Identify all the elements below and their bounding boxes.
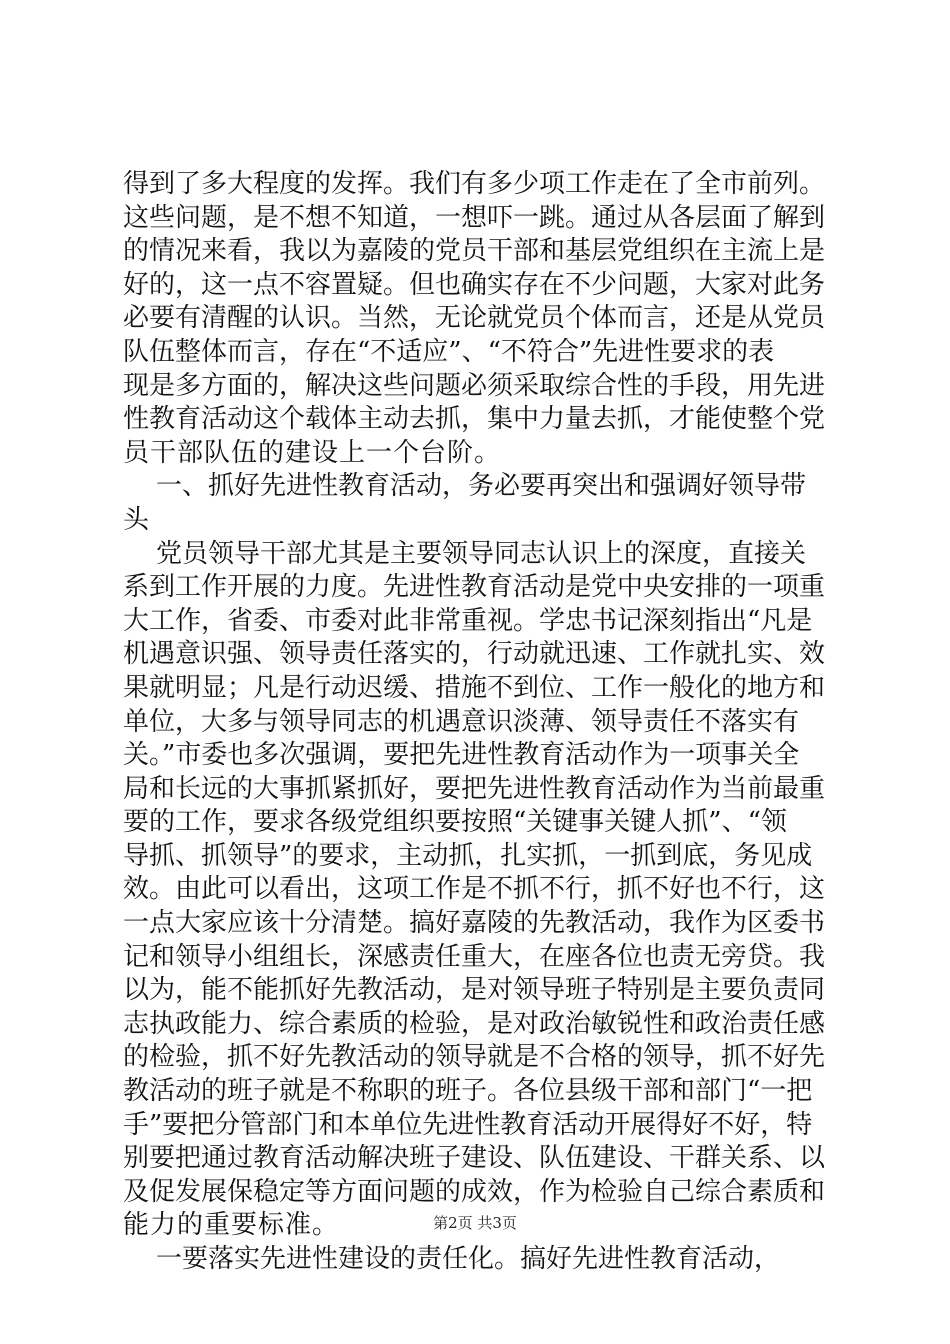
text-line: 教活动的班子就是不称职的班子。各位县级干部和部门“一把 — [123, 1076, 813, 1107]
text-line: 队伍整体而言，存在“不适应”、“不符合”先进性要求的表 — [123, 336, 775, 367]
text-line: 一点大家应该十分清楚。搞好嘉陵的先教活动，我作为区委书 — [123, 908, 826, 939]
page-footer: 第2页 共3页 — [433, 1214, 517, 1232]
text-line: 系到工作开展的力度。先进性教育活动是党中央安排的一项重 — [123, 572, 826, 603]
text-line: 的检验，抓不好先教活动的领导就是不合格的领导，抓不好先 — [123, 1042, 826, 1073]
text-line: 员干部队伍的建设上一个台阶。 — [123, 437, 502, 468]
text-line: 头 — [123, 504, 151, 535]
text-line: 局和长远的大事抓紧抓好，要把先进性教育活动作为当前最重 — [123, 773, 826, 804]
text-line: 得到了多大程度的发挥。我们有多少项工作走在了全市前列。 — [123, 169, 826, 199]
text-line: 一要落实先进性建设的责任化。搞好先进性教育活动， — [123, 1244, 781, 1274]
text-line: 别要把通过教育活动解决班子建设、队伍建设、干群关系、以 — [123, 1143, 826, 1174]
text-line: 好的，这一点不容置疑。但也确实存在不少问题，大家对此务 — [123, 269, 826, 300]
text-line: 必要有清醒的认识。当然，无论就党员个体而言，还是从党员 — [123, 303, 826, 334]
text-line: 单位，大多与领导同志的机遇意识淡薄、领导责任不落实有 — [123, 706, 800, 737]
text-line: 手”要把分管部门和本单位先进性教育活动开展得好不好，特 — [123, 1109, 813, 1140]
text-line: 记和领导小组组长，深感责任重大，在座各位也责无旁贷。我 — [123, 941, 826, 972]
text-line: 关。”市委也多次强调，要把先进性教育活动作为一项事关全 — [123, 740, 800, 771]
text-line: 以为，能不能抓好先教活动，是对领导班子特别是主要负责同 — [123, 975, 826, 1006]
text-line: 导抓、抓领导”的要求，主动抓，扎实抓，一抓到底，务见成 — [123, 840, 813, 871]
text-line: 能力的重要标准。 — [123, 1210, 340, 1241]
text-line: 这些问题，是不想不知道，一想吓一跳。通过从各层面了解到 — [123, 202, 826, 233]
text-line: 一、抓好先进性教育活动，务必要再突出和强调好领导带 — [123, 471, 807, 502]
text-line: 大工作，省委、市委对此非常重视。学忠书记深刻指出“凡是 — [123, 605, 813, 636]
text-line: 效。由此可以看出，这项工作是不抓不行，抓不好也不行，这 — [123, 874, 826, 905]
text-line: 现是多方面的，解决这些问题必须采取综合性的手段，用先进 — [123, 370, 826, 401]
document-body — [123, 168, 835, 1277]
text-line: 要的工作，要求各级党组织要按照“关键事关键人抓”、“领 — [123, 807, 787, 838]
text-line: 机遇意识强、领导责任落实的，行动就迅速、工作就扎实、效 — [123, 639, 826, 670]
text-line: 果就明显；凡是行动迟缓、措施不到位、工作一般化的地方和 — [123, 672, 826, 703]
text-line: 志执政能力、综合素质的检验，是对政治敏锐性和政治责任感 — [123, 1008, 826, 1039]
text-line: 的情况来看，我以为嘉陵的党员干部和基层党组织在主流上是 — [123, 236, 826, 267]
text-line: 性教育活动这个载体主动去抓，集中力量去抓，才能使整个党 — [123, 404, 826, 435]
text-line: 及促发展保稳定等方面问题的成效，作为检验自己综合素质和 — [123, 1176, 826, 1207]
text-line: 党员领导干部尤其是主要领导同志认识上的深度，直接关 — [123, 538, 807, 569]
